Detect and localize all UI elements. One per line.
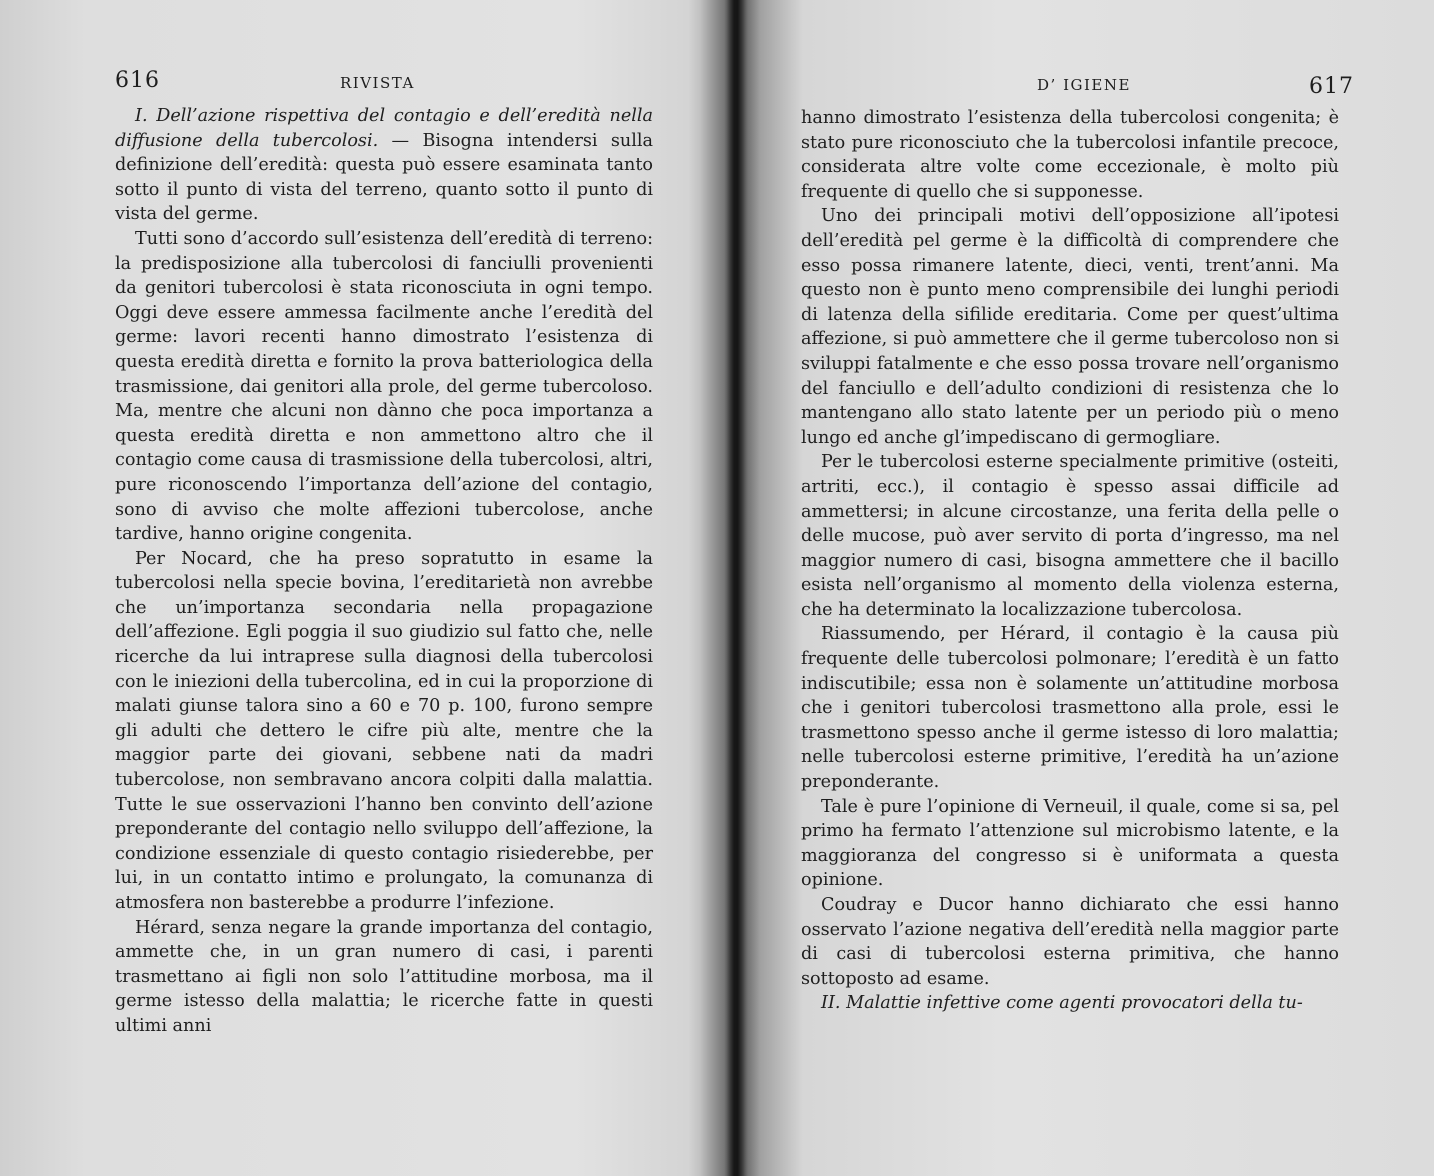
paragraph-text: Tale è pure l’opinione di Verneuil, il quale, come si sa, pel primo ha fermato l’attenzione sul microbismo latente, e la maggioranza del congresso si è uniformata a questa opinione.: [801, 796, 1339, 891]
right-page: [745, 0, 1434, 1176]
paragraph: [115, 547, 653, 916]
section-heading: II. Malattie infettive come agenti provocatori della tu-: [821, 993, 1303, 1014]
paragraph: [115, 104, 653, 227]
page-number-left: 616: [115, 68, 160, 93]
page-number-right: 617: [1309, 74, 1354, 99]
paragraph: [801, 893, 1339, 991]
left-text-block: [115, 104, 653, 1039]
paragraph: [801, 795, 1339, 893]
paragraph-text: Hérard, senza negare la grande importanza del contagio, ammette che, in un gran numero di casi, i parenti trasmettano ai figli non solo l’attitudine morbosa, ma il germe istesso della malattia; le ricerche fatte in questi ultimi anni: [115, 917, 653, 1036]
left-page: [0, 0, 715, 1176]
paragraph-text: Uno dei principali motivi dell’opposizione all’ipotesi dell’eredità pel germe è la difficoltà di comprendere che esso possa rimanere latente, dieci, venti, trent’anni. Ma questo non è punto meno comprensibile dei lunghi periodi di latenza della sifilide ereditaria. Come per quest’ultima affezione, si può ammettere che il germe tubercoloso non si sviluppi fatalmente e che esso possa trovare nell’organismo del fanciullo e dell’adulto condizioni di resistenza che lo mantengano allo stato latente per un periodo più o meno lungo ed anche gl’impediscano di germogliare.: [801, 206, 1339, 448]
paragraph-text: Tutti sono d’accordo sull’esistenza dell’eredità di terreno: la predisposizione alla tubercolosi di fanciulli provenienti da genitori tubercolosi è stata riconosciuta in ogni tempo. Oggi deve essere ammessa facilmente anche l’eredità del germe: lavori recenti hanno dimostrato l’esistenza di questa eredità diretta e fornito la prova batteriologica della trasmissione, dai genitori alla prole, del germe tubercoloso. Ma, mentre che alcuni non dànno che poca importanza a questa eredità diretta e non ammettono altro che il contagio come causa di trasmissione della tubercolosi, altri, pure riconoscendo l’importanza dell’azione del contagio, sono di avviso che molte affezioni tubercolose, anche tardive, hanno origine congenita.: [115, 228, 653, 545]
section-heading: I. Dell’azione rispettiva del contagio e dell’eredità nella diffusione della tubercolosi.: [115, 106, 653, 151]
paragraph: [115, 916, 653, 1039]
paragraph-text: Per Nocard, che ha preso sopratutto in esame la tubercolosi nella specie bovina, l’ereditarietà non avrebbe che un’importanza secondaria nella propagazione dell’affezione. Egli poggia il suo giudizio sul fatto che, nelle ricerche da lui intraprese sulla diagnosi della tubercolosi con le iniezioni della tubercolina, ed in cui la proporzione di malati giunse talora sino a 60 e 70 p. 100, furono sempre gli adulti che dettero le cifre più alte, mentre che la maggior parte dei giovani, sebbene nati da madri tubercolose, non sembravano ancora colpiti dalla malattia. Tutte le sue osservazioni l’hanno ben convinto dell’azione preponderante del contagio nello sviluppo dell’affezione, la condizione essenziale di questo contagio risiederebbe, per lui, in un contatto intimo e prolungato, la comunanza di atmosfera non basterebbe a produrre l’infezione.: [115, 548, 653, 913]
paragraph-text: Coudray e Ducor hanno dichiarato che essi hanno osservato l’azione negativa dell’eredità nella maggior parte di casi di tubercolosi esterna primitiva, che hanno sottoposto ad esame.: [801, 895, 1339, 989]
running-header-right: D’ IGIENE: [1037, 76, 1131, 94]
paragraph-text: — Bisogna intendersi sulla definizione dell’eredità: questa può essere esaminata tanto sotto il punto di vista del terreno, quanto sotto il punto di vista del germe.: [115, 130, 653, 225]
right-text-block: [801, 106, 1339, 1016]
paragraph: [801, 106, 1339, 204]
paragraph-text: hanno dimostrato l’esistenza della tubercolosi congenita; è stato pure riconosciuto che la tubercolosi infantile precoce, considerata altre volte come eccezionale, è molto più frequente di quello che si supponesse.: [801, 108, 1339, 202]
paragraph: [115, 227, 653, 547]
running-header-left: RIVISTA: [340, 74, 415, 92]
paragraph-text: Per le tubercolosi esterne specialmente primitive (osteiti, artriti, ecc.), il contagio è spesso assai difficile ad ammettersi; in alcune circostanze, una ferita della pelle o delle mucose, può aver servito di porta d’ingresso, ma nel maggior numero di casi, bisogna ammettere che il bacillo esista nell’organismo al momento della violenza esterna, che ha determinato la localizzazione tubercolosa.: [801, 452, 1339, 620]
paragraph: [801, 622, 1339, 794]
paragraph: [801, 450, 1339, 622]
paragraph-text: Riassumendo, per Hérard, il contagio è la causa più frequente delle tubercolosi polmonare; l’eredità è un fatto indiscutibile; essa non è solamente un’attitudine morbosa che i genitori tubercolosi trasmettono alla prole, essi le trasmettono spesso anche il germe istesso di loro malattia; nelle tubercolosi esterne primitive, l’eredità ha un’azione preponderante.: [801, 624, 1339, 793]
paragraph: [801, 991, 1339, 1016]
paragraph: [801, 204, 1339, 450]
